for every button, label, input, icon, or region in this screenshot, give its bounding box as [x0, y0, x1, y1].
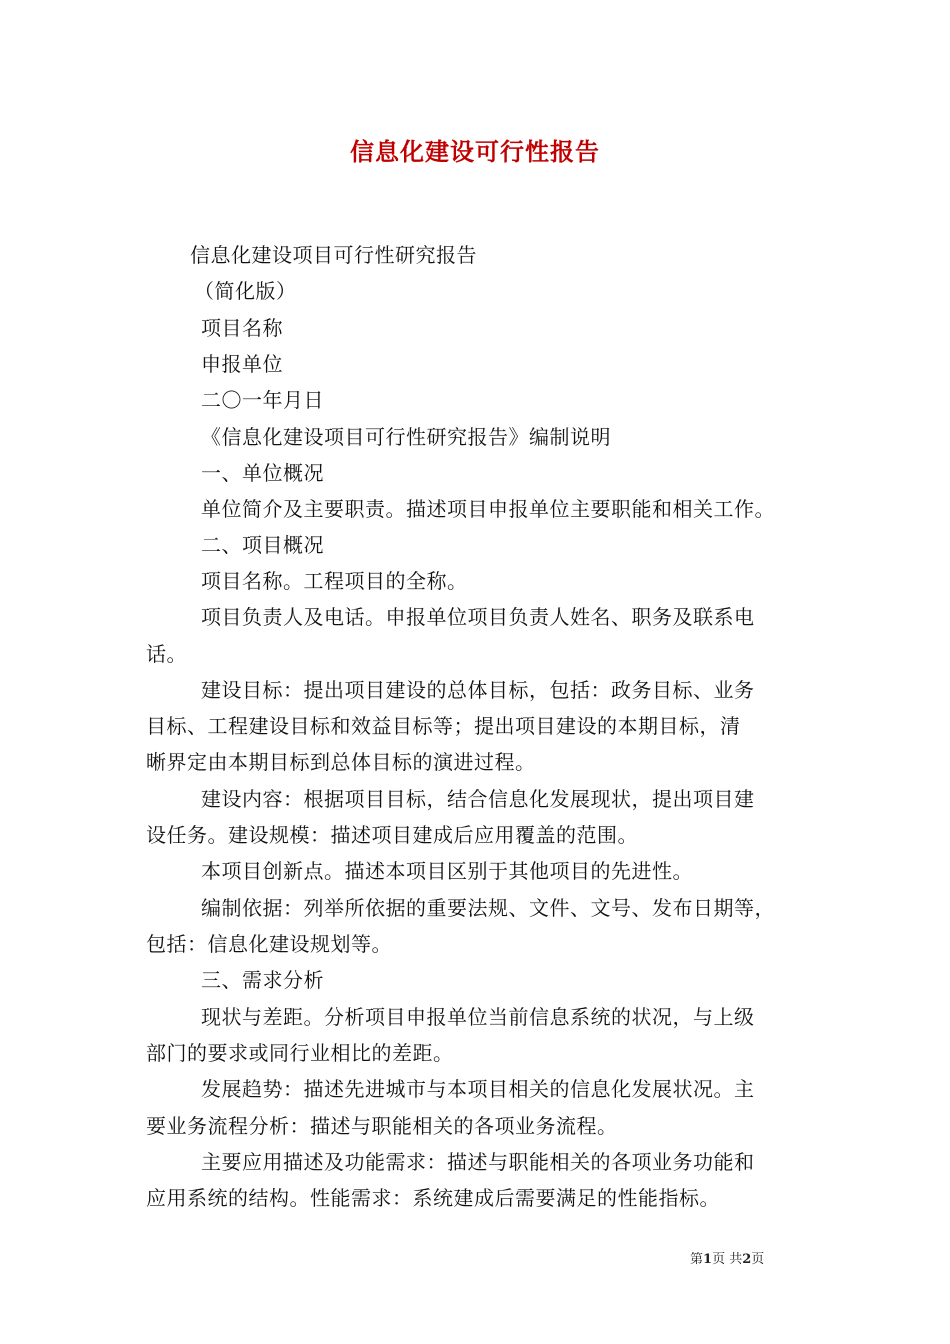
body-line: 要业务流程分析：描述与职能相关的各项业务流程。 [146, 1114, 618, 1138]
total-page-number: 2 [742, 1252, 752, 1267]
body-line: 二〇一年月日 [201, 388, 324, 412]
section-heading: 三、需求分析 [201, 968, 324, 992]
document-title: 信息化建设可行性报告 [350, 137, 600, 166]
body-line: 《信息化建设项目可行性研究报告》编制说明 [201, 425, 611, 449]
body-line: 晰界定由本期目标到总体目标的演进过程。 [146, 750, 536, 774]
body-line: 建设目标：提出项目建设的总体目标，包括：政务目标、业务 [201, 678, 755, 702]
body-line: 建设内容：根据项目目标，结合信息化发展现状，提出项目建 [201, 787, 755, 811]
body-line: 话。 [146, 642, 187, 666]
current-page-number: 1 [703, 1252, 713, 1267]
footer-prefix: 第 [690, 1252, 704, 1267]
body-line: 项目名称 [201, 316, 283, 340]
page-footer [690, 1248, 890, 1267]
section-heading: 二、项目概况 [201, 533, 324, 557]
body-line: 主要应用描述及功能需求：描述与职能相关的各项业务功能和 [201, 1150, 755, 1174]
footer-middle: 页 共 [712, 1252, 743, 1267]
footer-suffix: 页 [751, 1252, 765, 1267]
body-line: 单位简介及主要职责。描述项目申报单位主要职能和相关工作。 [201, 497, 775, 521]
body-line: 项目名称。工程项目的全称。 [201, 569, 468, 593]
body-line: 现状与差距。分析项目申报单位当前信息系统的状况，与上级 [201, 1005, 755, 1029]
body-line: 应用系统的结构。性能需求：系统建成后需要满足的性能指标。 [146, 1186, 720, 1210]
body-line: 信息化建设项目可行性研究报告 [190, 243, 477, 267]
body-line: （简化版） [194, 279, 297, 303]
body-line: 本项目创新点。描述本项目区别于其他项目的先进性。 [201, 859, 693, 883]
body-line: 包括：信息化建设规划等。 [146, 932, 392, 956]
section-heading: 一、单位概况 [201, 461, 324, 485]
body-line: 编制依据：列举所依据的重要法规、文件、文号、发布日期等， [201, 896, 775, 920]
body-line: 设任务。建设规模：描述项目建成后应用覆盖的范围。 [146, 823, 638, 847]
body-line: 发展趋势：描述先进城市与本项目相关的信息化发展状况。主 [201, 1077, 755, 1101]
body-line: 项目负责人及电话。申报单位项目负责人姓名、职务及联系电 [201, 605, 755, 629]
body-line: 部门的要求或同行业相比的差距。 [146, 1041, 454, 1065]
body-line: 申报单位 [201, 352, 283, 376]
body-line: 目标、工程建设目标和效益目标等；提出项目建设的本期目标，清 [146, 714, 741, 738]
